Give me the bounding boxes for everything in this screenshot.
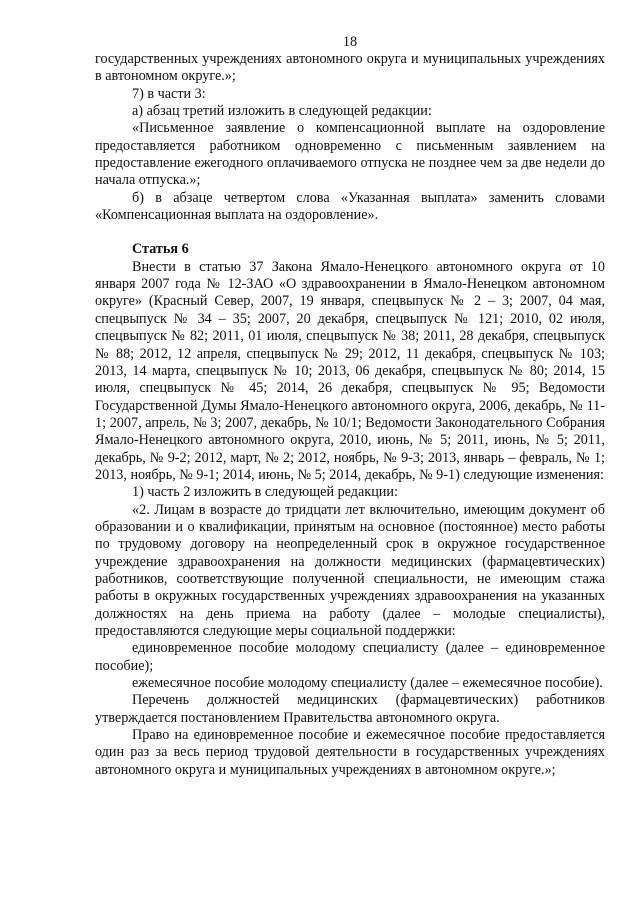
paragraph: «Письменное заявление о компенсационной выплате на оздоровление предоставляется работником одновременно с письменным заявлением на предоставление ежегодного оплачиваемого отпуска не позднее чем за две недели до начала отпуска.»; <box>95 120 605 189</box>
paragraph: а) абзац третий изложить в следующей редакции: <box>132 103 432 120</box>
article-heading: Статья 6 <box>132 241 189 258</box>
document-body <box>95 51 605 779</box>
paragraph: единовременное пособие молодому специалисту (далее – единовременное пособие); <box>95 640 605 674</box>
paragraph: Перечень должностей медицинских (фармацевтических) работников утверждается постановлением Правительства автономного округа. <box>95 692 605 726</box>
page-number: 18 <box>342 34 358 50</box>
paragraph: Внести в статью 37 Закона Ямало-Ненецкого автономного округа от 10 января 2007 года № 12-ЗАО «О здравоохранении в Ямало-Ненецком автономном округе» (Красный Север, 2007, 19 января, спецвыпуск № 2 – 3; 2007, 04 мая, спецвыпуск № 34 – 35; 2007, 20 декабря, спецвыпуск № 121; 2010, 02 июля, спецвыпуск № 82; 2011, 01 июля, спецвыпуск № 38; 2011, 28 декабря, спецвыпуск № 88; 2012, 12 апреля, спецвыпуск № 29; 2012, 11 декабря, спецвыпуск № 103; 2013, 14 марта, спецвыпуск № 10; 2013, 06 декабря, спецвыпуск № 80; 2014, 15 июля, спецвыпуск № 45; 2014, 26 декабря, спецвыпуск № 95; Ведомости Государственной Думы Ямало-Ненецкого автономного округа, 2006, декабрь, № 11-1; 2007, апрель, № 3; 2007, декабрь, № 10/1; Ведомости Законодательного Собрания Ямало-Ненецкого автономного округа, 2010, июнь, № 5; 2011, июнь, № 5; 2011, декабрь, № 9-2; 2012, март, № 2; 2012, ноябрь, № 9-3; 2013, январь – февраль, № 1; 2013, ноябрь, № 9-1; 2014, июнь, № 5; 2014, декабрь, № 9-1) следующие изменения: <box>95 258 605 483</box>
paragraph: ежемесячное пособие молодому специалисту (далее – ежемесячное пособие). <box>132 675 603 692</box>
paragraph: 7) в части 3: <box>132 85 206 102</box>
paragraph: «2. Лицам в возрасте до тридцати лет включительно, имеющим документ об образовании и о квалификации, принятым на основное (постоянное) место работы по трудовому договору на неопределенный срок в окружное государственное учреждение здравоохранения на должности медицинских (фармацевтических) работников, соответствующие полученной специальности, не имеющим стажа работы в окружных государственных учреждениях здравоохранения на указанных должностях на день приема на работу (далее – молодые специалисты), предоставляются следующие меры социальной поддержки: <box>95 501 605 639</box>
paragraph: 1) часть 2 изложить в следующей редакции: <box>132 484 398 501</box>
paragraph: б) в абзаце четвертом слова «Указанная выплата» заменить словами «Компенсационная выплата на оздоровление». <box>95 189 605 224</box>
paragraph: Право на единовременное пособие и ежемесячное пособие предоставляется один раз за весь период трудовой деятельности в государственных учреждениях автономного округа и муниципальных учреждениях в автономном округе.»; <box>95 727 605 778</box>
paragraph: государственных учреждениях автономного округа и муниципальных учреждениях в автономном округе.»; <box>95 51 605 85</box>
